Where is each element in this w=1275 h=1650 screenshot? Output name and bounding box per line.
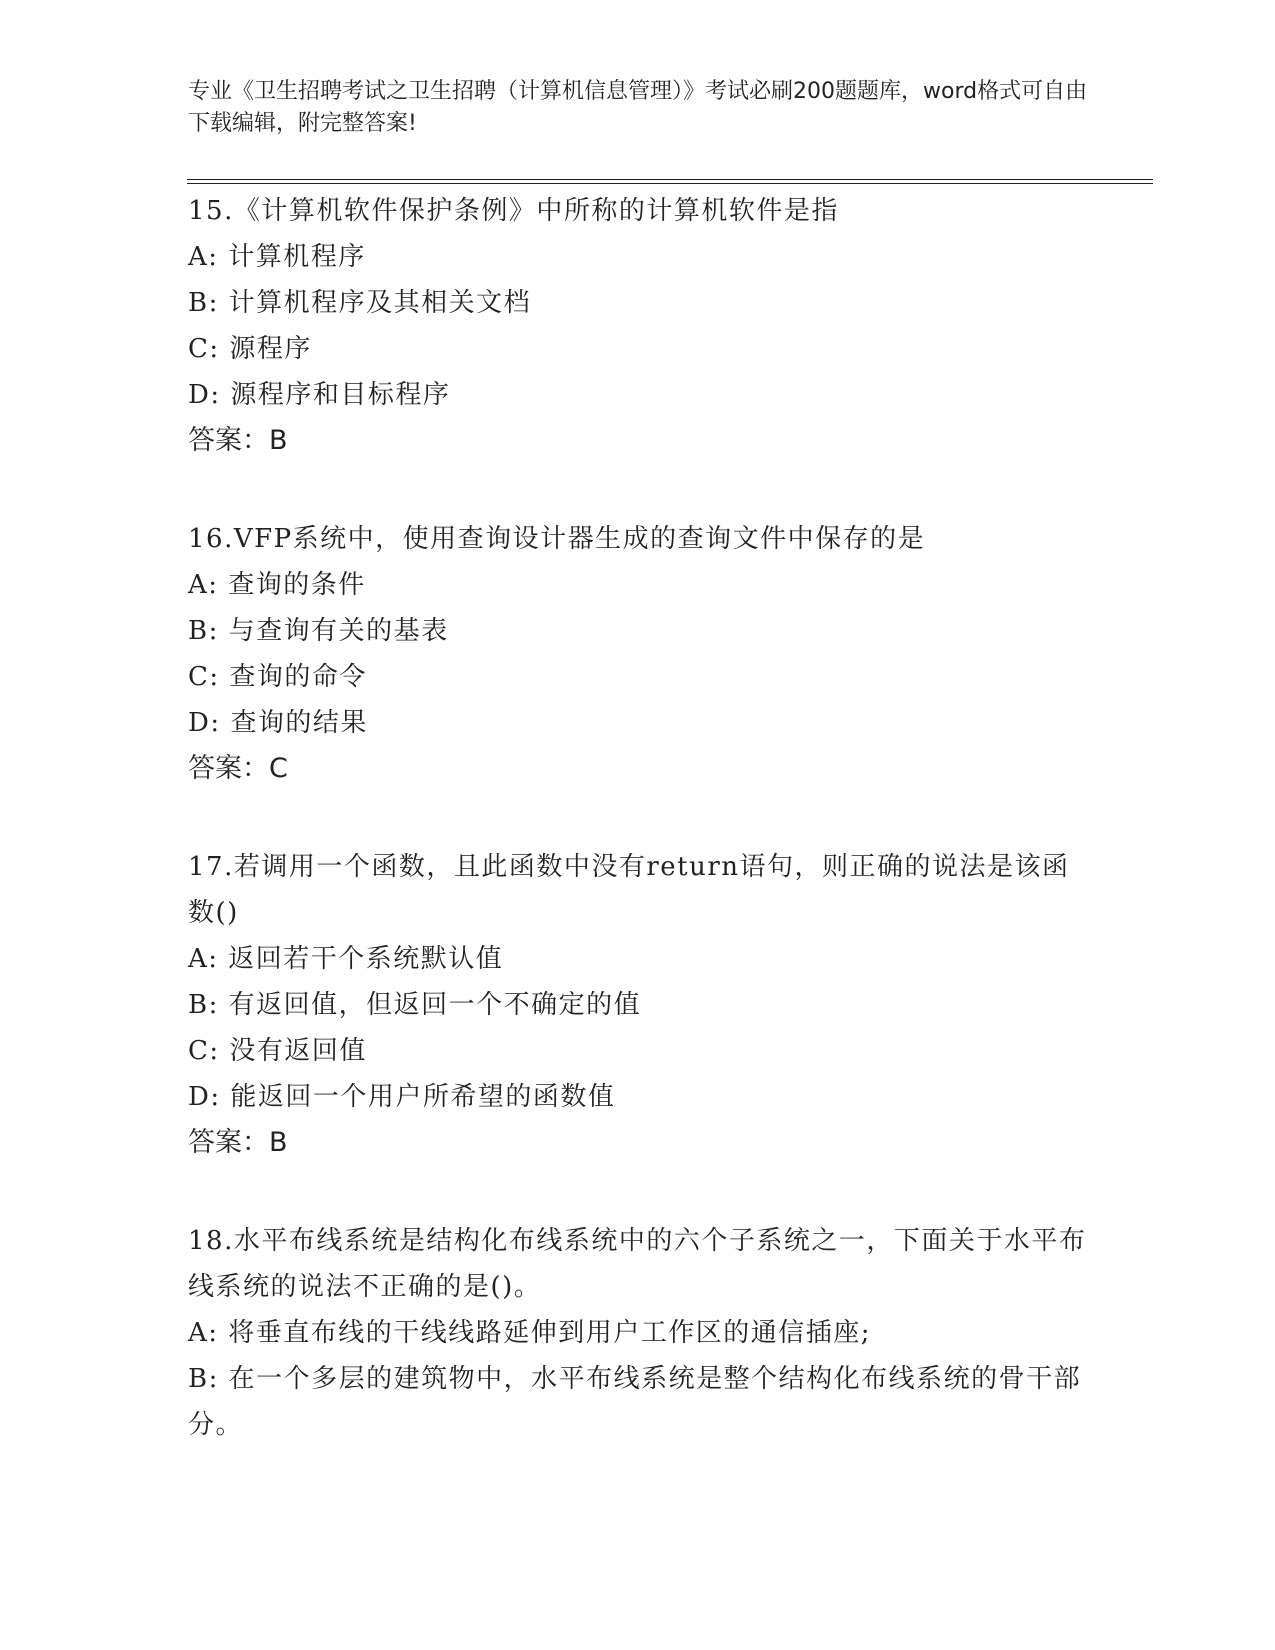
question-15 — [188, 188, 1088, 464]
question-list — [188, 188, 1088, 1500]
option-d: D: 源程序和目标程序 — [188, 380, 451, 410]
option-d: D: 能返回一个用户所希望的函数值 — [188, 1082, 616, 1112]
header-divider-bottom — [187, 183, 1153, 184]
option-b: B: 在一个多层的建筑物中，水平布线系统是整个结构化布线系统的骨干部分。 — [188, 1364, 1082, 1440]
answer-label: 答案：B — [188, 1127, 288, 1158]
answer-label: 答案：B — [188, 425, 288, 456]
option-c: C: 查询的命令 — [188, 662, 367, 692]
question-stem: 15.《计算机软件保护条例》中所称的计算机软件是指 — [188, 196, 839, 226]
option-a: A: 返回若干个系统默认值 — [188, 944, 504, 974]
question-17 — [188, 844, 1088, 1166]
option-c: C: 源程序 — [188, 334, 312, 364]
option-a: A: 查询的条件 — [188, 570, 366, 600]
header-divider-top — [187, 179, 1153, 180]
option-b: B: 与查询有关的基表 — [188, 616, 449, 646]
header-title: 专业《卫生招聘考试之卫生招聘（计算机信息管理）》考试必刷200题题库，word格式可自由下载编辑，附完整答案! — [188, 79, 1088, 136]
option-a: A: 将垂直布线的干线线路延伸到用户工作区的通信插座; — [188, 1318, 872, 1348]
answer-label: 答案：C — [188, 753, 288, 784]
option-d: D: 查询的结果 — [188, 708, 368, 738]
question-stem: 18.水平布线系统是结构化布线系统中的六个子系统之一，下面关于水平布线系统的说法不正确的是()。 — [188, 1226, 1087, 1302]
document-header — [188, 76, 1088, 140]
question-18 — [188, 1218, 1088, 1448]
question-stem: 16.VFP系统中，使用查询设计器生成的查询文件中保存的是 — [188, 524, 926, 554]
question-16 — [188, 516, 1088, 792]
question-stem: 17.若调用一个函数，且此函数中没有return语句，则正确的说法是该函数() — [188, 852, 1070, 928]
option-b: B: 有返回值，但返回一个不确定的值 — [188, 990, 642, 1020]
option-c: C: 没有返回值 — [188, 1036, 367, 1066]
option-b: B: 计算机程序及其相关文档 — [188, 288, 532, 318]
option-a: A: 计算机程序 — [188, 242, 366, 272]
